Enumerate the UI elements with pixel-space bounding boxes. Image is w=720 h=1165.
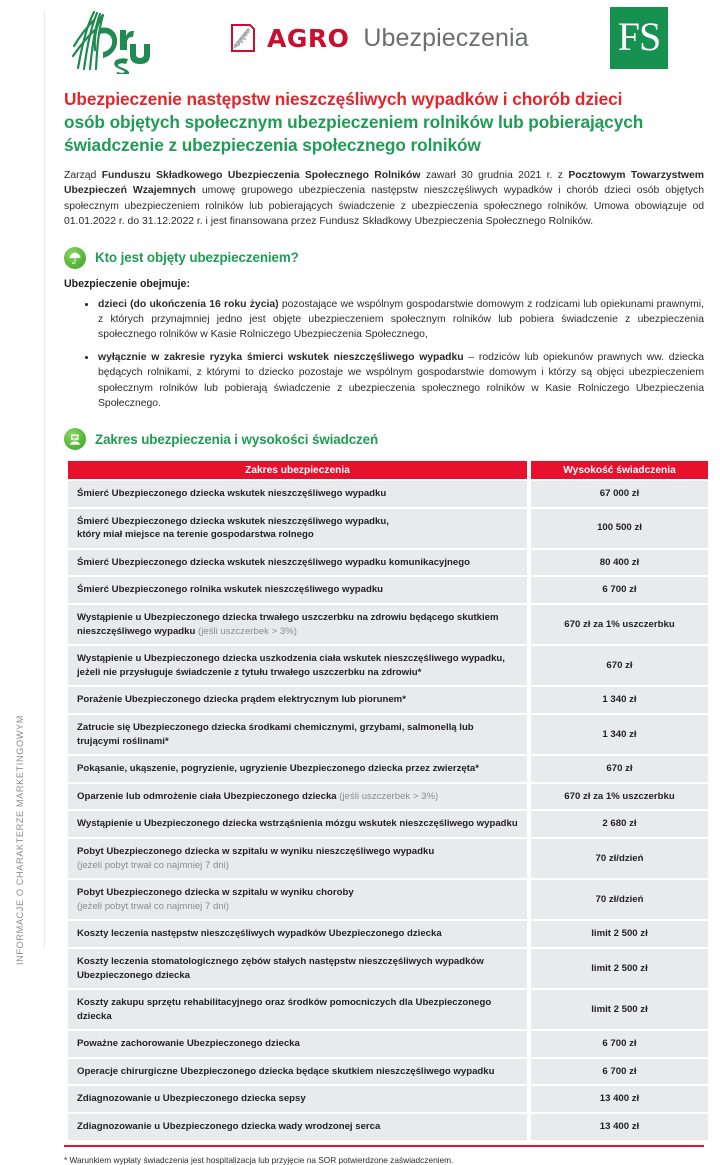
fs-logo: FS bbox=[610, 7, 668, 69]
agro-logo-word: AGRO bbox=[267, 23, 350, 53]
table-row bbox=[68, 784, 708, 810]
cell-amount: limit 2 500 zł bbox=[531, 921, 708, 947]
table-row bbox=[68, 646, 708, 685]
cell-scope-text: Pobyt Ubezpieczonego dziecka w szpitalu w wyniku choroby bbox=[77, 887, 354, 899]
cell-scope-text: Pokąsanie, ukąszenie, pogryzienie, ugryzienie Ubezpieczonego dziecka przez zwierzęta* bbox=[77, 763, 480, 775]
cell-amount: 70 zł/dzień bbox=[531, 839, 708, 878]
table-bottom-rule bbox=[64, 1145, 704, 1147]
cell-scope-text-line2: Ubezpieczonego dziecka bbox=[77, 969, 191, 981]
cell-scope-text: Oparzenie lub odmrożenie ciała Ubezpieczonego dziecka bbox=[77, 790, 337, 802]
cell-scope-text: Śmierć Ubezpieczonego dziecka wskutek nieszczęśliwego wypadku komunikacyjnego bbox=[77, 556, 470, 568]
cell-scope bbox=[68, 811, 527, 837]
cell-scope bbox=[68, 880, 527, 919]
cell-amount: 13 400 zł bbox=[531, 1086, 708, 1112]
cell-amount: 670 zł za 1% uszczerbku bbox=[531, 605, 708, 644]
cell-scope bbox=[68, 921, 527, 947]
cell-amount: 670 zł bbox=[531, 646, 708, 685]
umbrella-icon bbox=[64, 247, 86, 269]
column-header-scope: Zakres ubezpieczenia bbox=[68, 461, 527, 479]
cell-scope bbox=[68, 687, 527, 713]
cell-scope-text: Koszty zakupu sprzętu rehabilitacyjnego oraz środków pomocniczych dla Ubezpieczonego dziecka bbox=[77, 997, 492, 1022]
table-row bbox=[68, 605, 708, 644]
bullet-text: – rodziców lub opiekunów prawnych ww. dziecka będących rolnikami, z którymi to dziecko pozostaje we wspólnym gospodarstwie domowym i którzy są objęci ubezpieczeniem społecznym rolników lub pobierają świadczenie z ubezpieczenia społecznego rolników w Kasie Rolniczego Ubezpieczenia Społecznego. bbox=[98, 352, 704, 409]
table-row bbox=[68, 949, 708, 988]
cell-scope bbox=[68, 1114, 527, 1140]
cell-scope-text-line2: który miał miejsce na terenie gospodarstwa rolnego bbox=[77, 529, 314, 541]
cell-scope bbox=[68, 550, 527, 576]
list-item bbox=[98, 350, 704, 411]
krus-logo-icon bbox=[64, 6, 150, 74]
table-row bbox=[68, 811, 708, 837]
cell-scope-subnote: (jeżeli pobyt trwał co najmniej 7 dni) bbox=[77, 900, 229, 912]
cell-scope bbox=[68, 577, 527, 603]
table-row bbox=[68, 1114, 708, 1140]
table-row bbox=[68, 1059, 708, 1085]
section-heading-scope-label: Zakres ubezpieczenia i wysokości świadczeń bbox=[95, 431, 379, 447]
cell-scope-text: Operacje chirurgiczne Ubezpieczonego dziecka będące skutkiem nieszczęśliwego wypadku bbox=[77, 1065, 495, 1077]
table-row bbox=[68, 1086, 708, 1112]
cell-amount: 100 500 zł bbox=[531, 509, 708, 548]
table-row bbox=[68, 921, 708, 947]
cell-scope-text-line2: jeżeli nie przysługuje świadczenie z tytułu trwałego uszczerbku na zdrowiu* bbox=[77, 666, 422, 678]
document-page bbox=[48, 0, 720, 1165]
cell-amount: 2 680 zł bbox=[531, 811, 708, 837]
cell-scope-text: Wystąpienie u Ubezpieczonego dziecka uszkodzenia ciała wskutek nieszczęśliwego wypadku, bbox=[77, 653, 505, 665]
cell-amount: 6 700 zł bbox=[531, 577, 708, 603]
cell-amount: 6 700 zł bbox=[531, 1031, 708, 1057]
strip-divider bbox=[44, 10, 45, 947]
cell-scope-subnote: (jeżeli pobyt trwał co najmniej 7 dni) bbox=[77, 859, 229, 871]
bullet-strong: wyłącznie w zakresie ryzyka śmierci wskutek nieszczęśliwego wypadku bbox=[98, 352, 464, 364]
bullet-strong: dzieci (do ukończenia 16 roku życia) bbox=[98, 298, 279, 310]
table-row bbox=[68, 577, 708, 603]
cell-scope-text: Zatrucie się Ubezpieczonego dziecka środkami chemicznymi, grzybami, salmonellą lub trującymi roślinami* bbox=[77, 721, 474, 747]
cell-scope bbox=[68, 784, 527, 810]
marketing-strip bbox=[0, 0, 48, 965]
page-title-line-3: świadczenie z ubezpieczenia społecznego rolników bbox=[64, 135, 481, 155]
page-title-line-2: osób objętych społecznym ubezpieczeniem rolników lub pobierających bbox=[64, 112, 644, 132]
column-header-amount: Wysokość świadczenia bbox=[531, 461, 708, 479]
intro-part-3: umowę grupowego ubezpieczenia następstw nieszczęśliwych wypadków i chorób dzieci osób objętych społecznym ubezpieczeniem rolników lub pobierających świadczenie z ubezpieczenia społecznego rolników. Umowa obowiązuje od 01.01.2022 r. do 31.12.2022 r. i jest finansowana przez Fundusz Składkowy Ubezpieczenia Społecznego Rolników. bbox=[64, 185, 705, 228]
coverage-bullet-list bbox=[64, 297, 704, 411]
list-item bbox=[98, 297, 704, 343]
cell-scope-text: Poważne zachorowanie Ubezpieczonego dziecka bbox=[77, 1038, 300, 1050]
cell-scope bbox=[68, 646, 527, 685]
table-row bbox=[68, 509, 708, 548]
cell-amount: 1 340 zł bbox=[531, 715, 708, 754]
cell-scope-text: Zdiagnozowanie u Ubezpieczonego dziecka sepsy bbox=[77, 1093, 306, 1105]
cell-scope-condition: (jeśli uszczerbek > 3%) bbox=[195, 625, 297, 637]
cell-scope bbox=[68, 990, 527, 1029]
cell-scope-text: Wystąpienie u Ubezpieczonego dziecka trwałego uszczerbku na zdrowiu będącego skutkiem bbox=[77, 612, 499, 624]
cell-scope-text: Pobyt Ubezpieczonego dziecka w szpitalu w wyniku nieszczęśliwego wypadku bbox=[77, 845, 435, 857]
cell-scope bbox=[68, 839, 527, 878]
agro-logo-subword: Ubezpieczenia bbox=[363, 23, 529, 52]
cell-scope-text: Porażenie Ubezpieczonego dziecka prądem elektrycznym lub piorunem* bbox=[77, 694, 406, 706]
intro-part-1: Zarząd bbox=[64, 170, 102, 181]
cell-amount: limit 2 500 zł bbox=[531, 949, 708, 988]
cell-amount: 670 zł za 1% uszczerbku bbox=[531, 784, 708, 810]
section-heading-who-is-covered-label: Kto jest objęty ubezpieczeniem? bbox=[95, 250, 299, 266]
benefits-table-body bbox=[68, 481, 708, 1140]
intro-strong-1: Funduszu Składkowego Ubezpieczenia Społecznego Rolników bbox=[101, 170, 421, 181]
cell-amount: 70 zł/dzień bbox=[531, 880, 708, 919]
cell-scope-text: Śmierć Ubezpieczonego rolnika wskutek nieszczęśliwego wypadku bbox=[77, 584, 384, 596]
section-heading-who-is-covered bbox=[64, 247, 704, 269]
table-row bbox=[68, 481, 708, 507]
cell-scope bbox=[68, 1059, 527, 1085]
table-row bbox=[68, 990, 708, 1029]
cell-scope bbox=[68, 509, 527, 548]
cell-scope-text-line2: nieszczęśliwego wypadku bbox=[77, 625, 196, 637]
cell-scope bbox=[68, 1086, 527, 1112]
intro-part-2: zawarł 30 grudnia 2021 r. z bbox=[420, 170, 569, 181]
table-row bbox=[68, 687, 708, 713]
cell-scope bbox=[68, 715, 527, 754]
hand-document-icon bbox=[64, 428, 86, 450]
table-row bbox=[68, 715, 708, 754]
section-heading-scope bbox=[64, 428, 704, 450]
cell-scope bbox=[68, 949, 527, 988]
cell-amount: 1 340 zł bbox=[531, 687, 708, 713]
page-title-line-1: Ubezpieczenie następstw nieszczęśliwych wypadków i chorób dzieci bbox=[64, 89, 623, 109]
page-title bbox=[64, 88, 704, 157]
table-row bbox=[68, 756, 708, 782]
cell-amount: 67 000 zł bbox=[531, 481, 708, 507]
benefits-table-wrapper bbox=[64, 459, 704, 1142]
cell-scope bbox=[68, 481, 527, 507]
cell-scope-condition: (jeśli uszczerbek > 3%) bbox=[336, 790, 439, 802]
cell-scope-text: Zdiagnozowanie u Ubezpieczonego dziecka wady wrodzonej serca bbox=[77, 1121, 381, 1133]
table-row bbox=[68, 880, 708, 919]
cell-amount: 13 400 zł bbox=[531, 1114, 708, 1140]
cell-scope bbox=[68, 756, 527, 782]
cell-scope bbox=[68, 1031, 527, 1057]
table-footnote: * Warunkiem wypłaty świadczenia jest hospitalizacja lub przyjęcie na SOR potwierdzone zaświadczeniem. bbox=[64, 1154, 454, 1165]
cell-amount: 6 700 zł bbox=[531, 1059, 708, 1085]
cell-scope bbox=[68, 605, 527, 644]
cell-scope-text: Koszty leczenia następstw nieszczęśliwych wypadków Ubezpieczonego dziecka bbox=[77, 928, 442, 940]
marketing-strip-label: INFORMACJE O CHARAKTERZE MARKETINGOWYM bbox=[15, 715, 25, 965]
cell-scope-text: Koszty leczenia stomatologicznego zębów stałych następstw nieszczęśliwych wypadków bbox=[77, 955, 484, 967]
intro-strong-2: Pocztowym Towarzystwem Ubezpieczeń Wzajemnych bbox=[64, 170, 705, 197]
cell-amount: limit 2 500 zł bbox=[531, 990, 708, 1029]
cell-scope-text: Śmierć Ubezpieczonego dziecka wskutek nieszczęśliwego wypadku bbox=[77, 488, 387, 500]
benefits-table bbox=[64, 459, 712, 1142]
bullet-text: pozostające we wspólnym gospodarstwie domowym z rodzicami lub opiekunami prawnymi, z których przynajmniej jedno jest objęte ubezpieczeniem społecznym rolników lub pobiera świadczenie z ubezpieczenia społecznego rolników w Kasie Rolniczego Ubezpieczenia Społecznego, bbox=[98, 298, 704, 341]
table-row bbox=[68, 550, 708, 576]
table-header-row bbox=[68, 461, 708, 479]
agro-logo bbox=[228, 18, 529, 58]
table-row bbox=[68, 1031, 708, 1057]
coverage-lead: Ubezpieczenie obejmuje: bbox=[64, 277, 190, 290]
intro-paragraph bbox=[64, 168, 704, 230]
cell-amount: 80 400 zł bbox=[531, 550, 708, 576]
table-row bbox=[68, 839, 708, 878]
cell-amount: 670 zł bbox=[531, 756, 708, 782]
logo-bar bbox=[48, 0, 720, 80]
cell-scope-text: Śmierć Ubezpieczonego dziecka wskutek nieszczęśliwego wypadku, bbox=[77, 515, 389, 527]
cell-scope-text: Wystąpienie u Ubezpieczonego dziecka wstrząśnienia mózgu wskutek nieszczęśliwego wypadku bbox=[77, 818, 518, 830]
agro-wheat-mark-icon bbox=[228, 22, 258, 54]
